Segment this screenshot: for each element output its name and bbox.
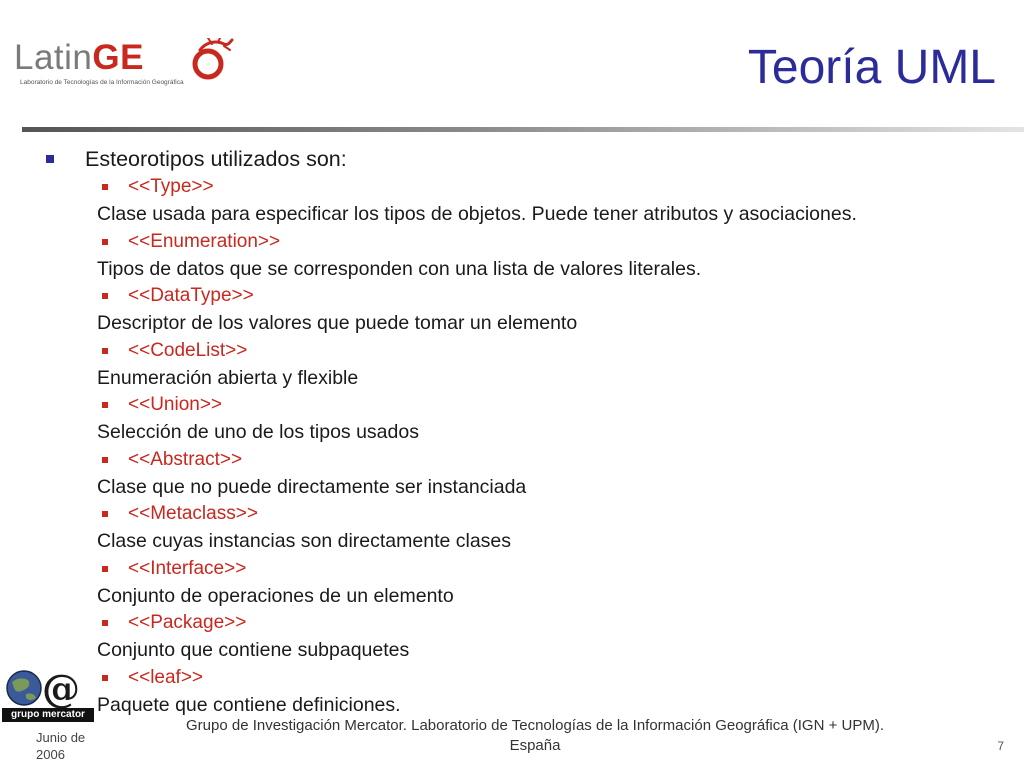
footer-date-line1: Junio de — [36, 730, 86, 745]
stereotype-label: <<leaf>> — [128, 666, 204, 688]
stereotype-description: Tipos de datos que se corresponden con una lista de valores literales. — [97, 257, 702, 280]
stereotype-label: <<Union>> — [128, 394, 223, 415]
footer-text-line1: Grupo de Investigación Mercator. Laboratorio de Tecnologías de la Información Geográfica (IGN + UPM). — [186, 717, 884, 734]
svg-text:@: @ — [42, 668, 80, 708]
logo-wordmark — [14, 38, 144, 78]
stereotype-description: Clase que no puede directamente ser instanciada — [97, 475, 527, 498]
footer-date — [36, 729, 96, 763]
bullet-square-icon — [102, 293, 108, 299]
latingeo-logo — [14, 38, 234, 94]
bullet-square-icon — [102, 566, 108, 572]
bullet-square-icon — [46, 155, 54, 163]
list-item — [0, 502, 1024, 557]
stereotype-description: Selección de uno de los tipos usados — [97, 421, 419, 443]
bullet-square-icon — [102, 184, 108, 190]
bullet-square-icon — [102, 511, 108, 517]
bullet-square-icon — [102, 348, 108, 354]
section-heading: Esteorotipos utilizados son: — [85, 147, 347, 171]
list-item — [0, 611, 1024, 666]
stereotype-description: Paquete que contiene definiciones. — [97, 693, 401, 716]
slide-title: Teoría UML — [747, 41, 996, 94]
stereotype-label: <<Package>> — [128, 612, 247, 633]
stereotype-description: Clase usada para especificar los tipos de objetos. Puede tener atributos y asociaciones. — [97, 203, 857, 225]
lizard-globe-icon — [190, 38, 234, 82]
footer-text — [140, 716, 930, 756]
footer-date-line2: 2006 — [36, 747, 65, 762]
list-item — [0, 284, 1024, 339]
stereotype-label: <<Abstract>> — [128, 448, 243, 470]
bullet-square-icon — [102, 620, 108, 626]
list-item — [0, 448, 1024, 503]
list-item — [0, 557, 1024, 612]
bullet-square-icon — [102, 457, 108, 463]
stereotype-list — [0, 175, 1024, 720]
stereotype-label: <<Enumeration>> — [128, 230, 281, 252]
stereotype-description: Enumeración abierta y flexible — [97, 366, 359, 389]
stereotype-description: Conjunto de operaciones de un elemento — [97, 584, 454, 607]
stereotype-label: <<Metaclass>> — [128, 503, 258, 524]
grupo-mercator-label: grupo mercator — [2, 708, 94, 722]
bullet-square-icon — [102, 402, 108, 408]
list-item — [0, 393, 1024, 448]
bullet-square-icon — [102, 239, 108, 245]
page-number: 7 — [997, 739, 1004, 753]
footer-text-line2: España — [509, 737, 561, 754]
stereotype-description: Clase cuyas instancias son directamente clases — [97, 530, 512, 552]
logo-subtitle: Laboratorio de Tecnologías de la Información Geográfica — [20, 79, 184, 86]
stereotype-description: Descriptor de los valores que puede tomar un elemento — [97, 312, 578, 334]
stereotype-label: <<Interface>> — [128, 557, 247, 579]
logo-text-latin: Latin — [14, 38, 93, 77]
stereotype-label: <<DataType>> — [128, 285, 254, 306]
list-item — [0, 230, 1024, 285]
header-divider — [22, 127, 1024, 132]
bullet-square-icon — [102, 675, 108, 681]
stereotype-label: <<Type>> — [128, 176, 214, 197]
globe-at-icon — [2, 668, 94, 708]
list-item — [0, 666, 1024, 721]
stereotype-description: Conjunto que contiene subpaquetes — [97, 639, 410, 661]
grupo-mercator-logo — [2, 668, 94, 724]
logo-text-geo: GE — [92, 38, 144, 77]
list-item — [0, 339, 1024, 394]
list-item — [0, 175, 1024, 230]
stereotype-label: <<CodeList>> — [128, 339, 248, 361]
